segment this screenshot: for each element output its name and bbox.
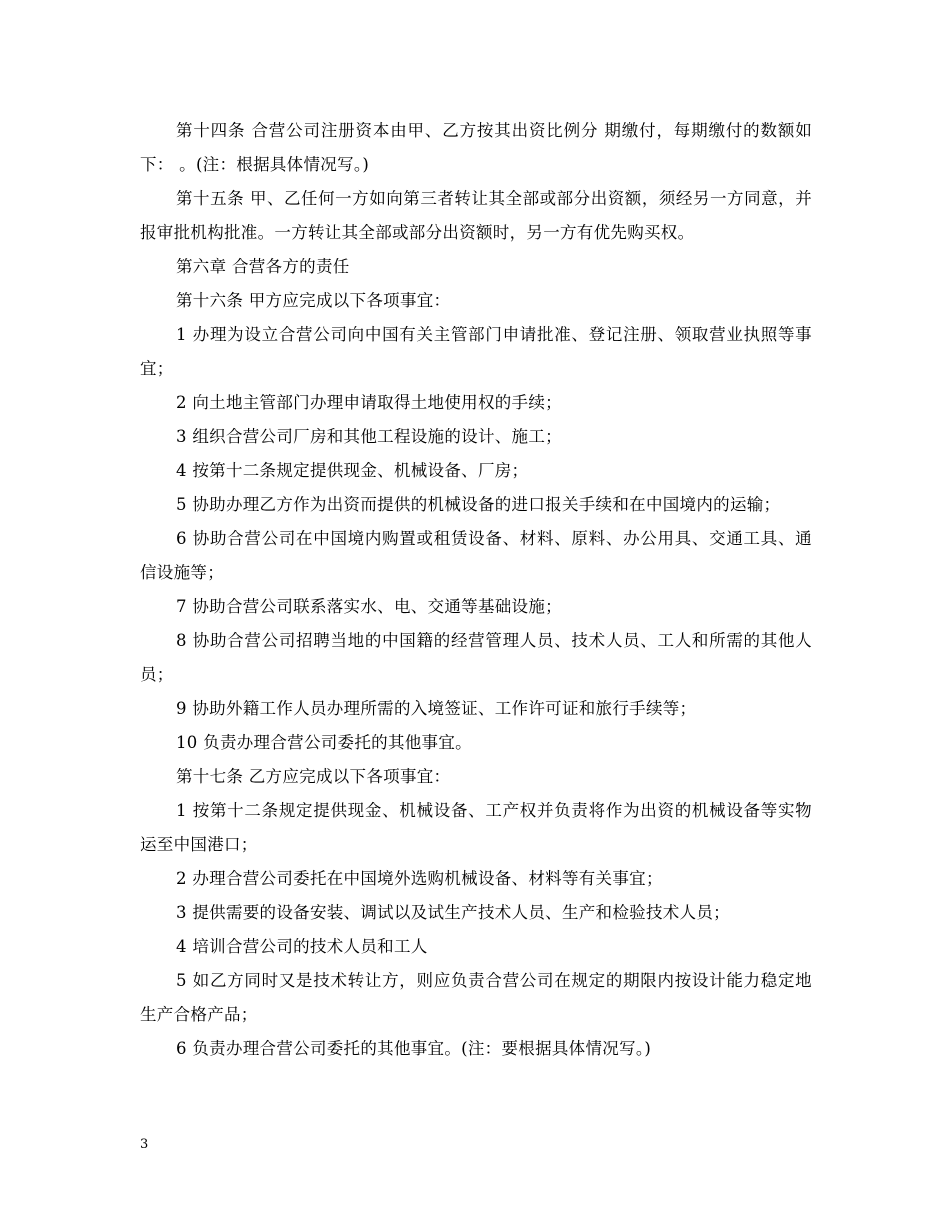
paragraph-article-16: 第十六条 甲方应完成以下各项事宜： <box>176 291 451 310</box>
paragraph-article-14: 第十四条 合营公司注册资本由甲、乙方按其出资比例分 期缴付，每期缴付的数额如下： 。(注：根据具体情况写。) <box>140 121 812 174</box>
list-item: 8 协助合营公司招聘当地的中国籍的经营管理人员、技术人员、工人和所需的其他人员； <box>140 631 812 684</box>
list-item: 10 负责办理合营公司委托的其他事宜。 <box>176 733 472 752</box>
list-item: 4 培训合营公司的技术人员和工人 <box>176 937 428 956</box>
list-item: 5 协助办理乙方作为出资而提供的机械设备的进口报关手续和在中国境内的运输； <box>176 495 781 514</box>
chapter-6-heading: 第六章 合营各方的责任 <box>176 257 350 276</box>
list-item: 3 提供需要的设备安装、调试以及试生产技术人员、生产和检验技术人员； <box>176 903 730 922</box>
page-number: 3 <box>140 1137 149 1152</box>
list-item: 2 办理合营公司委托在中国境外选购机械设备、材料等有关事宜； <box>176 869 663 888</box>
list-item: 6 负责办理合营公司委托的其他事宜。(注：要根据具体情况写。) <box>176 1039 652 1058</box>
document-body <box>140 114 812 1066</box>
list-item: 5 如乙方同时又是技术转让方，则应负责合营公司在规定的期限内按设计能力稳定地生产合格产品； <box>140 971 812 1024</box>
list-item: 4 按第十二条规定提供现金、机械设备、厂房； <box>176 461 529 480</box>
list-item: 2 向土地主管部门办理申请取得土地使用权的手续； <box>176 393 562 412</box>
paragraph-article-17: 第十七条 乙方应完成以下各项事宜： <box>176 767 451 786</box>
list-item: 7 协助合营公司联系落实水、电、交通等基础设施； <box>176 597 562 616</box>
list-item: 9 协助外籍工作人员办理所需的入境签证、工作许可证和旅行手续等； <box>176 699 697 718</box>
paragraph-article-15: 第十五条 甲、乙任何一方如向第三者转让其全部或部分出资额，须经另一方同意，并报审批机构批准。一方转让其全部或部分出资额时，另一方有优先购买权。 <box>140 189 812 242</box>
list-item: 6 协助合营公司在中国境内购置或租赁设备、材料、原料、办公用具、交通工具、通信设施等； <box>140 529 812 582</box>
list-item: 1 按第十二条规定提供现金、机械设备、工产权并负责将作为出资的机械设备等实物运至中国港口； <box>140 801 812 854</box>
list-item: 3 组织合营公司厂房和其他工程设施的设计、施工； <box>176 427 562 446</box>
list-item: 1 办理为设立合营公司向中国有关主管部门申请批准、登记注册、领取营业执照等事宜； <box>140 325 812 378</box>
